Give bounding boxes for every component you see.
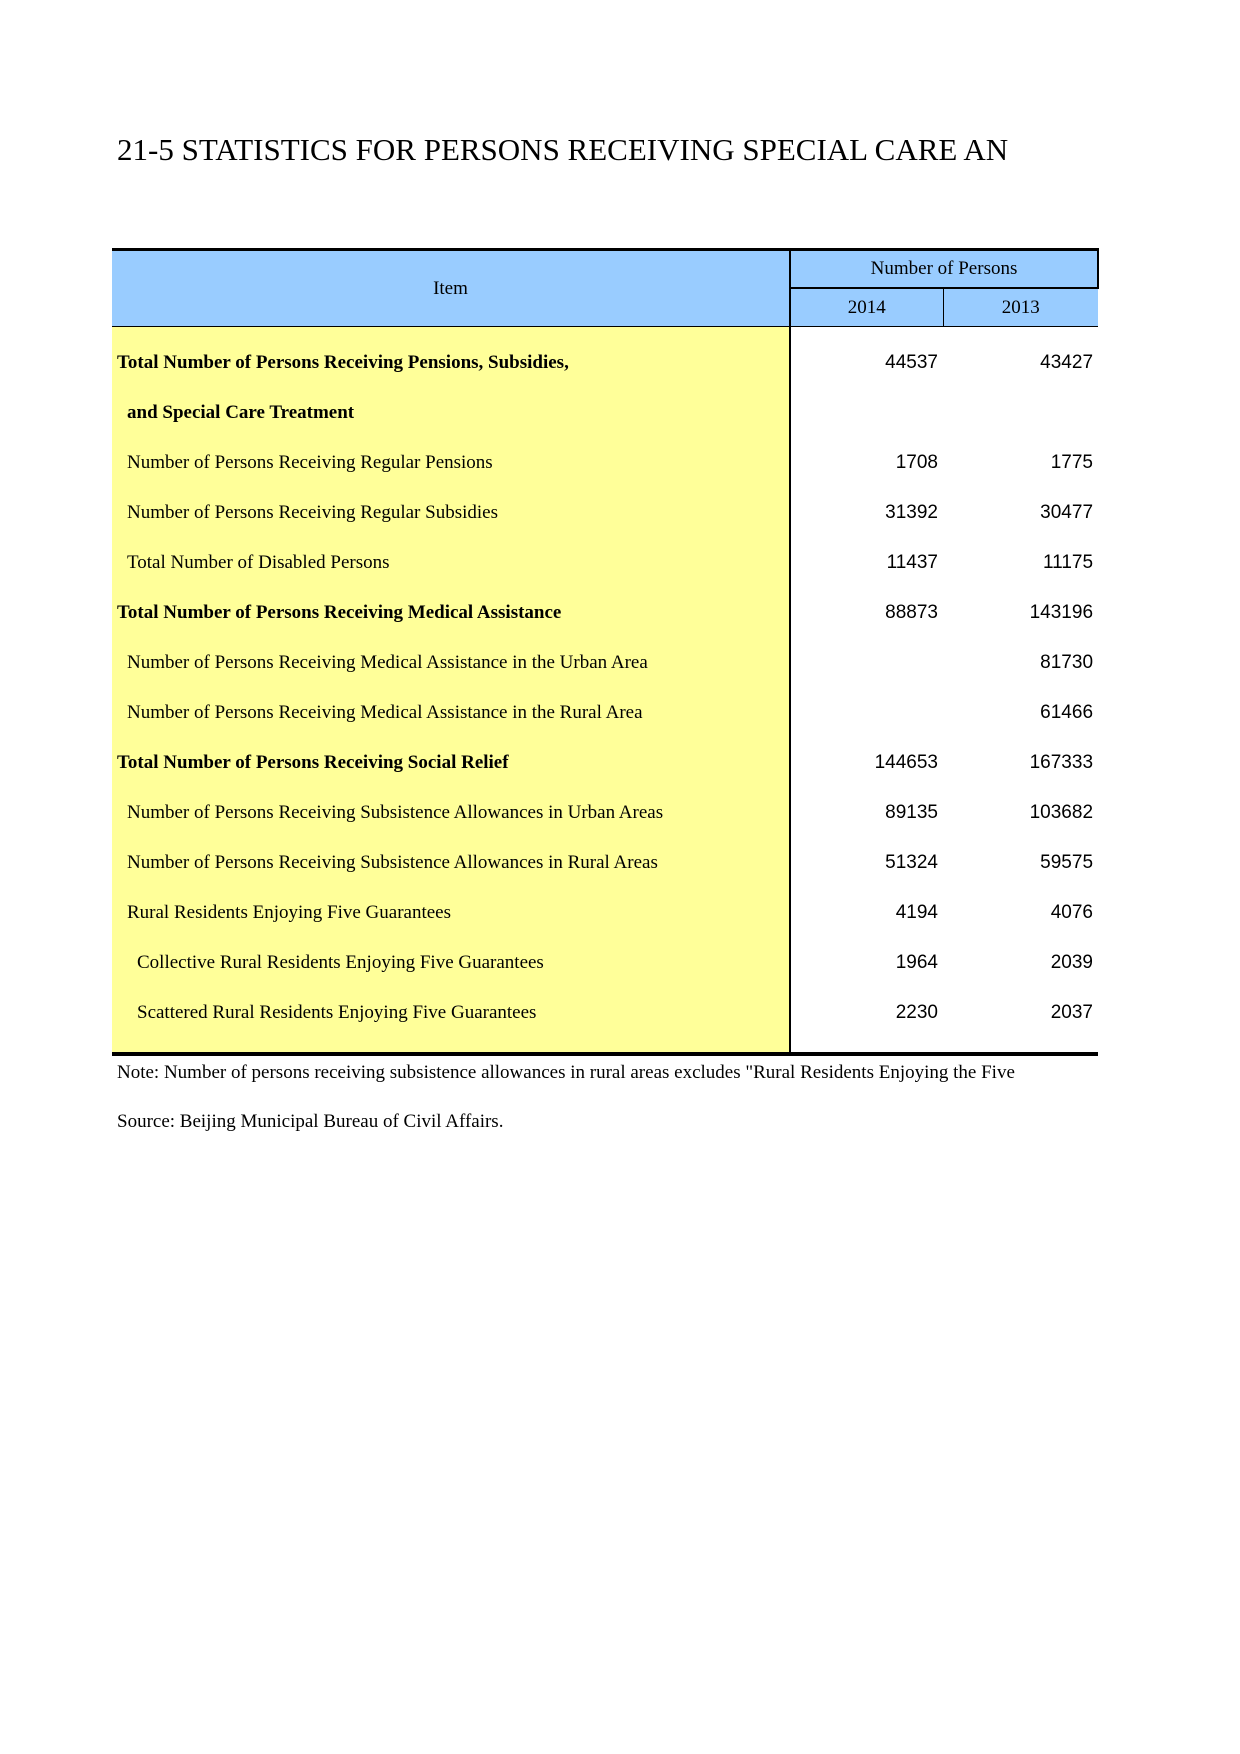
value-2013: 4076	[1050, 902, 1094, 923]
value-2013: 30477	[1040, 502, 1094, 523]
row-label: Total Number of Persons Receiving Pensions, Subsidies,	[112, 338, 790, 388]
table-row	[112, 988, 1098, 1038]
table-row	[112, 638, 1098, 688]
value-2013: 11175	[1043, 552, 1094, 573]
value-2013	[943, 388, 1098, 438]
value-2013: 1775	[1050, 452, 1094, 473]
value-2014: 88873	[885, 602, 938, 623]
value-2013: 143196	[1029, 602, 1094, 623]
number-of-persons-header: Number of Persons	[790, 250, 1098, 289]
table-row	[112, 838, 1098, 888]
row-label: Rural Residents Enjoying Five Guarantees	[112, 888, 790, 938]
value-2013: 61466	[1040, 702, 1094, 723]
row-label: Number of Persons Receiving Medical Assistance in the Rural Area	[112, 688, 790, 738]
row-label: Total Number of Persons Receiving Social Relief	[112, 738, 790, 788]
row-label: Number of Persons Receiving Subsistence Allowances in Rural Areas	[112, 838, 790, 888]
table-row	[112, 438, 1098, 488]
value-2013: 43427	[1040, 352, 1094, 373]
spacer-cell	[790, 1038, 943, 1054]
row-label: Number of Persons Receiving Medical Assistance in the Urban Area	[112, 638, 790, 688]
row-label: Collective Rural Residents Enjoying Five Guarantees	[112, 938, 790, 988]
value-2013: 167333	[1029, 752, 1094, 773]
value-2014	[790, 638, 943, 688]
table-row	[112, 788, 1098, 838]
value-2014	[790, 388, 943, 438]
value-2014: 31392	[885, 502, 938, 523]
value-2014: 4194	[895, 902, 938, 923]
item-column-header: Item	[112, 250, 790, 327]
row-label: Total Number of Persons Receiving Medical Assistance	[112, 588, 790, 638]
value-2013: 103682	[1029, 802, 1094, 823]
value-2013: 2037	[1050, 1002, 1094, 1023]
spacer-cell	[943, 327, 1098, 339]
row-label: Total Number of Disabled Persons	[112, 538, 790, 588]
statistics-table-container	[112, 248, 1098, 1056]
value-2014: 44537	[885, 352, 938, 373]
table-header	[112, 250, 1098, 327]
spacer-cell	[112, 1038, 790, 1054]
page-title: 21-5 STATISTICS FOR PERSONS RECEIVING SPECIAL CARE AN	[117, 132, 1009, 167]
table-body	[112, 327, 1098, 1055]
row-label: Number of Persons Receiving Regular Pensions	[112, 438, 790, 488]
value-2014	[790, 688, 943, 738]
row-label: Number of Persons Receiving Regular Subsidies	[112, 488, 790, 538]
row-label: Scattered Rural Residents Enjoying Five Guarantees	[112, 988, 790, 1038]
table-source: Source: Beijing Municipal Bureau of Civil Affairs.	[117, 1111, 504, 1132]
table-row	[112, 588, 1098, 638]
spacer-cell	[943, 1038, 1098, 1054]
statistics-table	[112, 248, 1099, 1056]
table-row	[112, 888, 1098, 938]
value-2013: 2039	[1050, 952, 1094, 973]
row-label: Number of Persons Receiving Subsistence Allowances in Urban Areas	[112, 788, 790, 838]
value-2014: 2230	[895, 1002, 938, 1023]
year-2013-header: 2013	[943, 288, 1098, 327]
value-2014: 144653	[874, 752, 938, 773]
table-row	[112, 338, 1098, 388]
value-2014: 1964	[895, 952, 938, 973]
table-row	[112, 688, 1098, 738]
value-2013: 59575	[1040, 852, 1094, 873]
row-label: and Special Care Treatment	[112, 388, 790, 438]
value-2014: 1708	[895, 452, 938, 473]
spacer-cell	[790, 327, 943, 339]
table-row	[112, 938, 1098, 988]
table-row	[112, 488, 1098, 538]
value-2014: 51324	[885, 852, 938, 873]
table-row	[112, 738, 1098, 788]
value-2014: 89135	[885, 802, 938, 823]
spacer-cell	[112, 327, 790, 339]
table-row	[112, 388, 1098, 438]
table-row	[112, 538, 1098, 588]
year-2014-header: 2014	[790, 288, 943, 327]
table-note: Note: Number of persons receiving subsistence allowances in rural areas excludes "Rural Residents Enjoying the Five	[117, 1062, 1015, 1083]
value-2014: 11437	[886, 552, 938, 573]
value-2013: 81730	[1040, 652, 1094, 673]
